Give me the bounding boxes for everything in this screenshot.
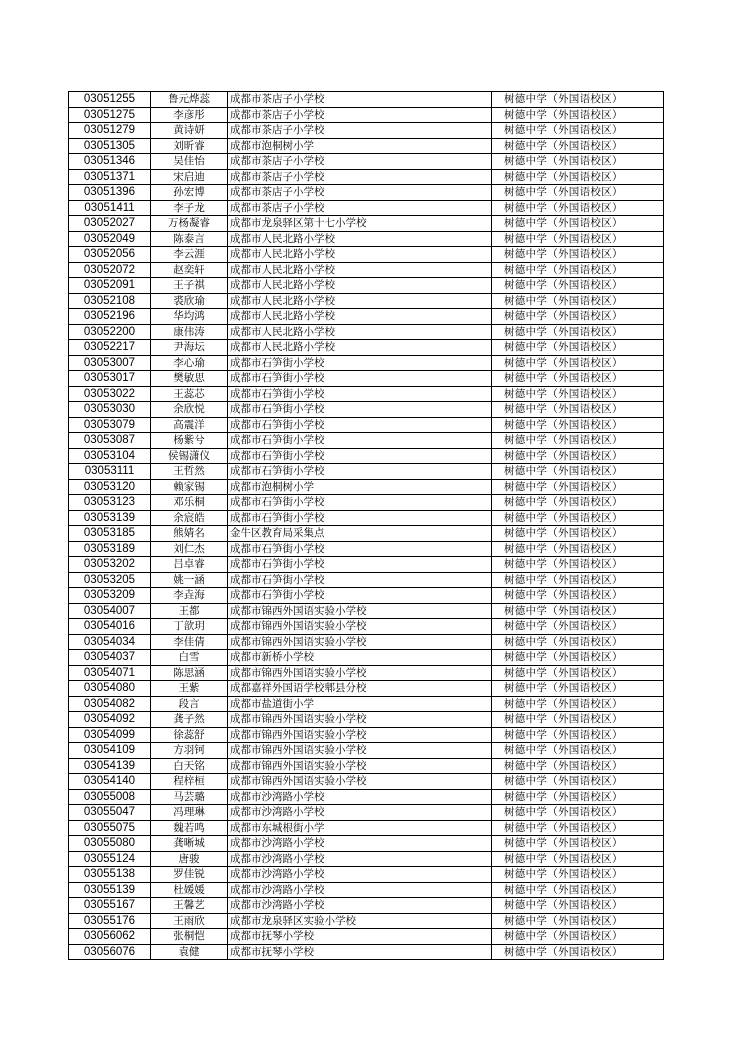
- table-row: [69, 123, 664, 139]
- table-row: [69, 696, 664, 712]
- admitted-school-cell: 树德中学（外国语校区）: [492, 588, 664, 604]
- student-id-cell: 03053087: [69, 433, 151, 449]
- student-name-cell: 杨紫兮: [151, 433, 228, 449]
- table-row: [69, 448, 664, 464]
- student-name-cell: 尹海坛: [151, 340, 228, 356]
- primary-school-cell: 成都市锦西外国语实验小学校: [228, 712, 492, 728]
- student-name-cell: 马芸璐: [151, 789, 228, 805]
- table-row: [69, 681, 664, 697]
- admitted-school-cell: 树德中学（外国语校区）: [492, 820, 664, 836]
- student-name-cell: 方羽钶: [151, 743, 228, 759]
- student-name-cell: 李心瑜: [151, 355, 228, 371]
- table-row: [69, 882, 664, 898]
- table-row: [69, 138, 664, 154]
- student-name-cell: 白天铭: [151, 758, 228, 774]
- table-row: [69, 572, 664, 588]
- primary-school-cell: 成都市龙泉驿区实验小学校: [228, 913, 492, 929]
- admitted-school-cell: 树德中学（外国语校区）: [492, 262, 664, 278]
- primary-school-cell: 成都市沙湾路小学校: [228, 805, 492, 821]
- student-id-cell: 03053111: [69, 464, 151, 480]
- primary-school-cell: 成都市盐道街小学: [228, 696, 492, 712]
- student-name-cell: 龚晰城: [151, 836, 228, 852]
- student-id-cell: 03053189: [69, 541, 151, 557]
- student-name-cell: 吕卓睿: [151, 557, 228, 573]
- primary-school-cell: 成都市茶店子小学校: [228, 169, 492, 185]
- student-id-cell: 03052072: [69, 262, 151, 278]
- table-row: [69, 898, 664, 914]
- student-name-cell: 李垚海: [151, 588, 228, 604]
- table-row: [69, 402, 664, 418]
- student-id-cell: 03055080: [69, 836, 151, 852]
- admitted-school-cell: 树德中学（外国语校区）: [492, 231, 664, 247]
- primary-school-cell: 成都市石笋街小学校: [228, 557, 492, 573]
- admitted-school-cell: 树德中学（外国语校区）: [492, 789, 664, 805]
- admitted-school-cell: 树德中学（外国语校区）: [492, 836, 664, 852]
- table-row: [69, 867, 664, 883]
- admitted-school-cell: 树德中学（外国语校区）: [492, 882, 664, 898]
- primary-school-cell: 成都市石笋街小学校: [228, 371, 492, 387]
- admitted-school-cell: 树德中学（外国语校区）: [492, 340, 664, 356]
- student-name-cell: 王都: [151, 603, 228, 619]
- primary-school-cell: 成都市龙泉驿区第十七小学校: [228, 216, 492, 232]
- student-id-cell: 03052196: [69, 309, 151, 325]
- student-id-cell: 03055008: [69, 789, 151, 805]
- admitted-school-cell: 树德中学（外国语校区）: [492, 386, 664, 402]
- student-name-cell: 赵奕轩: [151, 262, 228, 278]
- primary-school-cell: 成都市泡桐树小学: [228, 138, 492, 154]
- table-row: [69, 836, 664, 852]
- student-id-cell: 03051396: [69, 185, 151, 201]
- student-id-cell: 03054139: [69, 758, 151, 774]
- student-id-cell: 03053123: [69, 495, 151, 511]
- student-name-cell: 徐蕊舒: [151, 727, 228, 743]
- table-row: [69, 309, 664, 325]
- primary-school-cell: 成都市石笋街小学校: [228, 588, 492, 604]
- table-row: [69, 92, 664, 108]
- admitted-school-cell: 树德中学（外国语校区）: [492, 867, 664, 883]
- student-name-cell: 邓乐桐: [151, 495, 228, 511]
- primary-school-cell: 成都市石笋街小学校: [228, 572, 492, 588]
- student-id-cell: 03053185: [69, 526, 151, 542]
- primary-school-cell: 成都市新桥小学校: [228, 650, 492, 666]
- student-id-cell: 03051305: [69, 138, 151, 154]
- student-name-cell: 魏若鸣: [151, 820, 228, 836]
- student-name-cell: 李佳倩: [151, 634, 228, 650]
- admitted-school-cell: 树德中学（外国语校区）: [492, 727, 664, 743]
- admitted-school-cell: 树德中学（外国语校区）: [492, 154, 664, 170]
- student-name-cell: 高震洋: [151, 417, 228, 433]
- admission-table-body: [69, 92, 664, 960]
- student-id-cell: 03052091: [69, 278, 151, 294]
- table-row: [69, 650, 664, 666]
- table-row: [69, 774, 664, 790]
- table-row: [69, 169, 664, 185]
- primary-school-cell: 成都市石笋街小学校: [228, 402, 492, 418]
- primary-school-cell: 成都市石笋街小学校: [228, 417, 492, 433]
- table-row: [69, 324, 664, 340]
- student-id-cell: 03055138: [69, 867, 151, 883]
- student-name-cell: 裘欣瑜: [151, 293, 228, 309]
- primary-school-cell: 成都市锦西外国语实验小学校: [228, 634, 492, 650]
- admitted-school-cell: 树德中学（外国语校区）: [492, 309, 664, 325]
- student-id-cell: 03054109: [69, 743, 151, 759]
- table-row: [69, 851, 664, 867]
- student-name-cell: 华均鸿: [151, 309, 228, 325]
- table-row: [69, 603, 664, 619]
- student-name-cell: 黄诗妍: [151, 123, 228, 139]
- student-id-cell: 03051371: [69, 169, 151, 185]
- admitted-school-cell: 树德中学（外国语校区）: [492, 665, 664, 681]
- student-name-cell: 程梓桓: [151, 774, 228, 790]
- student-name-cell: 侯锡潇仪: [151, 448, 228, 464]
- student-name-cell: 龚子然: [151, 712, 228, 728]
- admitted-school-cell: 树德中学（外国语校区）: [492, 355, 664, 371]
- table-row: [69, 510, 664, 526]
- admitted-school-cell: 树德中学（外国语校区）: [492, 758, 664, 774]
- table-row: [69, 340, 664, 356]
- student-name-cell: 王紫: [151, 681, 228, 697]
- table-row: [69, 526, 664, 542]
- admitted-school-cell: 树德中学（外国语校区）: [492, 278, 664, 294]
- table-row: [69, 712, 664, 728]
- student-id-cell: 03051279: [69, 123, 151, 139]
- admitted-school-cell: 树德中学（外国语校区）: [492, 681, 664, 697]
- table-row: [69, 758, 664, 774]
- student-name-cell: 王雨欣: [151, 913, 228, 929]
- table-row: [69, 913, 664, 929]
- admitted-school-cell: 树德中学（外国语校区）: [492, 433, 664, 449]
- table-row: [69, 743, 664, 759]
- student-name-cell: 陈思涵: [151, 665, 228, 681]
- admitted-school-cell: 树德中学（外国语校区）: [492, 634, 664, 650]
- admitted-school-cell: 树德中学（外国语校区）: [492, 774, 664, 790]
- table-row: [69, 557, 664, 573]
- table-row: [69, 371, 664, 387]
- primary-school-cell: 成都市石笋街小学校: [228, 433, 492, 449]
- student-id-cell: 03052108: [69, 293, 151, 309]
- student-name-cell: 李彦彤: [151, 107, 228, 123]
- primary-school-cell: 成都市锦西外国语实验小学校: [228, 774, 492, 790]
- admitted-school-cell: 树德中学（外国语校区）: [492, 913, 664, 929]
- student-name-cell: 白雪: [151, 650, 228, 666]
- admitted-school-cell: 树德中学（外国语校区）: [492, 185, 664, 201]
- primary-school-cell: 成都市沙湾路小学校: [228, 836, 492, 852]
- table-row: [69, 278, 664, 294]
- student-id-cell: 03054034: [69, 634, 151, 650]
- primary-school-cell: 成都市茶店子小学校: [228, 107, 492, 123]
- admitted-school-cell: 树德中学（外国语校区）: [492, 138, 664, 154]
- admitted-school-cell: 树德中学（外国语校区）: [492, 898, 664, 914]
- student-id-cell: 03055139: [69, 882, 151, 898]
- student-name-cell: 樊敏思: [151, 371, 228, 387]
- student-name-cell: 姚一涵: [151, 572, 228, 588]
- student-id-cell: 03051255: [69, 92, 151, 108]
- table-row: [69, 216, 664, 232]
- student-id-cell: 03053202: [69, 557, 151, 573]
- student-id-cell: 03051411: [69, 200, 151, 216]
- primary-school-cell: 成都市锦西外国语实验小学校: [228, 758, 492, 774]
- table-row: [69, 464, 664, 480]
- table-row: [69, 479, 664, 495]
- student-id-cell: 03054082: [69, 696, 151, 712]
- admitted-school-cell: 树德中学（外国语校区）: [492, 324, 664, 340]
- student-id-cell: 03055124: [69, 851, 151, 867]
- table-row: [69, 495, 664, 511]
- table-row: [69, 805, 664, 821]
- admitted-school-cell: 树德中学（外国语校区）: [492, 417, 664, 433]
- student-id-cell: 03053007: [69, 355, 151, 371]
- primary-school-cell: 成都市沙湾路小学校: [228, 851, 492, 867]
- table-row: [69, 386, 664, 402]
- student-id-cell: 03051275: [69, 107, 151, 123]
- student-id-cell: 03053205: [69, 572, 151, 588]
- primary-school-cell: 成都市沙湾路小学校: [228, 789, 492, 805]
- primary-school-cell: 成都市石笋街小学校: [228, 464, 492, 480]
- admitted-school-cell: 树德中学（外国语校区）: [492, 696, 664, 712]
- table-row: [69, 541, 664, 557]
- primary-school-cell: 成都市人民北路小学校: [228, 247, 492, 263]
- primary-school-cell: 成都市抚琴小学校: [228, 944, 492, 960]
- admitted-school-cell: 树德中学（外国语校区）: [492, 371, 664, 387]
- student-id-cell: 03054016: [69, 619, 151, 635]
- admitted-school-cell: 树德中学（外国语校区）: [492, 944, 664, 960]
- admitted-school-cell: 树德中学（外国语校区）: [492, 929, 664, 945]
- student-id-cell: 03054140: [69, 774, 151, 790]
- table-row: [69, 944, 664, 960]
- table-row: [69, 293, 664, 309]
- primary-school-cell: 成都市抚琴小学校: [228, 929, 492, 945]
- table-row: [69, 262, 664, 278]
- primary-school-cell: 成都市石笋街小学校: [228, 510, 492, 526]
- admitted-school-cell: 树德中学（外国语校区）: [492, 619, 664, 635]
- primary-school-cell: 成都市人民北路小学校: [228, 293, 492, 309]
- student-name-cell: 王馨艺: [151, 898, 228, 914]
- primary-school-cell: 成都市茶店子小学校: [228, 185, 492, 201]
- table-row: [69, 107, 664, 123]
- admitted-school-cell: 树德中学（外国语校区）: [492, 712, 664, 728]
- student-id-cell: 03053139: [69, 510, 151, 526]
- student-id-cell: 03054099: [69, 727, 151, 743]
- primary-school-cell: 成都市人民北路小学校: [228, 324, 492, 340]
- admitted-school-cell: 树德中学（外国语校区）: [492, 123, 664, 139]
- primary-school-cell: 成都市人民北路小学校: [228, 278, 492, 294]
- student-name-cell: 袁健: [151, 944, 228, 960]
- admitted-school-cell: 树德中学（外国语校区）: [492, 851, 664, 867]
- student-name-cell: 罗佳锐: [151, 867, 228, 883]
- student-id-cell: 03054007: [69, 603, 151, 619]
- table-row: [69, 417, 664, 433]
- primary-school-cell: 成都市沙湾路小学校: [228, 867, 492, 883]
- student-id-cell: 03053030: [69, 402, 151, 418]
- student-id-cell: 03055075: [69, 820, 151, 836]
- student-id-cell: 03056076: [69, 944, 151, 960]
- admitted-school-cell: 树德中学（外国语校区）: [492, 557, 664, 573]
- table-row: [69, 247, 664, 263]
- admitted-school-cell: 树德中学（外国语校区）: [492, 216, 664, 232]
- admitted-school-cell: 树德中学（外国语校区）: [492, 448, 664, 464]
- primary-school-cell: 成都市锦西外国语实验小学校: [228, 619, 492, 635]
- primary-school-cell: 成都市泡桐树小学: [228, 479, 492, 495]
- student-id-cell: 03052027: [69, 216, 151, 232]
- primary-school-cell: 成都市锦西外国语实验小学校: [228, 665, 492, 681]
- primary-school-cell: 成都市茶店子小学校: [228, 200, 492, 216]
- admitted-school-cell: 树德中学（外国语校区）: [492, 495, 664, 511]
- student-id-cell: 03053017: [69, 371, 151, 387]
- student-name-cell: 鲁元烨蕊: [151, 92, 228, 108]
- primary-school-cell: 成都市茶店子小学校: [228, 92, 492, 108]
- admitted-school-cell: 树德中学（外国语校区）: [492, 510, 664, 526]
- table-row: [69, 789, 664, 805]
- primary-school-cell: 成都市石笋街小学校: [228, 541, 492, 557]
- primary-school-cell: 成都市沙湾路小学校: [228, 898, 492, 914]
- student-name-cell: 刘昕睿: [151, 138, 228, 154]
- admitted-school-cell: 树德中学（外国语校区）: [492, 247, 664, 263]
- student-id-cell: 03053022: [69, 386, 151, 402]
- student-id-cell: 03053104: [69, 448, 151, 464]
- student-id-cell: 03055047: [69, 805, 151, 821]
- student-name-cell: 宋启迪: [151, 169, 228, 185]
- table-row: [69, 820, 664, 836]
- student-id-cell: 03055167: [69, 898, 151, 914]
- student-name-cell: 孙宏博: [151, 185, 228, 201]
- student-name-cell: 康伟涛: [151, 324, 228, 340]
- admitted-school-cell: 树德中学（外国语校区）: [492, 479, 664, 495]
- student-id-cell: 03053209: [69, 588, 151, 604]
- student-name-cell: 杜媛媛: [151, 882, 228, 898]
- admitted-school-cell: 树德中学（外国语校区）: [492, 805, 664, 821]
- table-row: [69, 727, 664, 743]
- student-name-cell: 熊婧名: [151, 526, 228, 542]
- student-name-cell: 王蕊芯: [151, 386, 228, 402]
- student-name-cell: 李子龙: [151, 200, 228, 216]
- admitted-school-cell: 树德中学（外国语校区）: [492, 650, 664, 666]
- student-name-cell: 冯理琳: [151, 805, 228, 821]
- student-name-cell: 赖家锡: [151, 479, 228, 495]
- primary-school-cell: 成都市锦西外国语实验小学校: [228, 743, 492, 759]
- primary-school-cell: 成都市石笋街小学校: [228, 495, 492, 511]
- student-id-cell: 03051346: [69, 154, 151, 170]
- student-id-cell: 03053120: [69, 479, 151, 495]
- primary-school-cell: 成都市石笋街小学校: [228, 386, 492, 402]
- student-id-cell: 03052049: [69, 231, 151, 247]
- primary-school-cell: 金牛区教育局采集点: [228, 526, 492, 542]
- primary-school-cell: 成都市人民北路小学校: [228, 231, 492, 247]
- student-id-cell: 03055176: [69, 913, 151, 929]
- table-row: [69, 665, 664, 681]
- student-name-cell: 陈泰言: [151, 231, 228, 247]
- student-name-cell: 余宸皓: [151, 510, 228, 526]
- student-name-cell: 王哲然: [151, 464, 228, 480]
- primary-school-cell: 成都市人民北路小学校: [228, 262, 492, 278]
- student-id-cell: 03054037: [69, 650, 151, 666]
- admitted-school-cell: 树德中学（外国语校区）: [492, 572, 664, 588]
- admitted-school-cell: 树德中学（外国语校区）: [492, 526, 664, 542]
- admitted-school-cell: 树德中学（外国语校区）: [492, 92, 664, 108]
- student-id-cell: 03054071: [69, 665, 151, 681]
- student-id-cell: 03052217: [69, 340, 151, 356]
- student-id-cell: 03053079: [69, 417, 151, 433]
- primary-school-cell: 成都嘉祥外国语学校郫县分校: [228, 681, 492, 697]
- student-name-cell: 余欣悦: [151, 402, 228, 418]
- table-row: [69, 588, 664, 604]
- table-row: [69, 231, 664, 247]
- primary-school-cell: 成都市人民北路小学校: [228, 340, 492, 356]
- primary-school-cell: 成都市石笋街小学校: [228, 448, 492, 464]
- admitted-school-cell: 树德中学（外国语校区）: [492, 200, 664, 216]
- table-row: [69, 355, 664, 371]
- primary-school-cell: 成都市茶店子小学校: [228, 154, 492, 170]
- student-id-cell: 03052056: [69, 247, 151, 263]
- primary-school-cell: 成都市东城根街小学: [228, 820, 492, 836]
- student-id-cell: 03054092: [69, 712, 151, 728]
- primary-school-cell: 成都市锦西外国语实验小学校: [228, 727, 492, 743]
- student-name-cell: 王子祺: [151, 278, 228, 294]
- student-name-cell: 李云涯: [151, 247, 228, 263]
- table-row: [69, 433, 664, 449]
- student-name-cell: 唐骏: [151, 851, 228, 867]
- admitted-school-cell: 树德中学（外国语校区）: [492, 107, 664, 123]
- student-name-cell: 刘仁杰: [151, 541, 228, 557]
- student-id-cell: 03056062: [69, 929, 151, 945]
- student-name-cell: 万杨凝睿: [151, 216, 228, 232]
- admitted-school-cell: 树德中学（外国语校区）: [492, 541, 664, 557]
- admitted-school-cell: 树德中学（外国语校区）: [492, 402, 664, 418]
- student-name-cell: 张桐恺: [151, 929, 228, 945]
- primary-school-cell: 成都市锦西外国语实验小学校: [228, 603, 492, 619]
- primary-school-cell: 成都市沙湾路小学校: [228, 882, 492, 898]
- student-name-cell: 丁歆玥: [151, 619, 228, 635]
- primary-school-cell: 成都市人民北路小学校: [228, 309, 492, 325]
- admitted-school-cell: 树德中学（外国语校区）: [492, 743, 664, 759]
- student-name-cell: 吴佳怡: [151, 154, 228, 170]
- table-row: [69, 200, 664, 216]
- table-row: [69, 154, 664, 170]
- primary-school-cell: 成都市石笋街小学校: [228, 355, 492, 371]
- student-id-cell: 03054080: [69, 681, 151, 697]
- admitted-school-cell: 树德中学（外国语校区）: [492, 603, 664, 619]
- table-row: [69, 634, 664, 650]
- student-id-cell: 03052200: [69, 324, 151, 340]
- student-name-cell: 段言: [151, 696, 228, 712]
- admitted-school-cell: 树德中学（外国语校区）: [492, 293, 664, 309]
- table-row: [69, 929, 664, 945]
- table-row: [69, 185, 664, 201]
- table-row: [69, 619, 664, 635]
- admission-table: [68, 91, 664, 960]
- primary-school-cell: 成都市茶店子小学校: [228, 123, 492, 139]
- admitted-school-cell: 树德中学（外国语校区）: [492, 464, 664, 480]
- admitted-school-cell: 树德中学（外国语校区）: [492, 169, 664, 185]
